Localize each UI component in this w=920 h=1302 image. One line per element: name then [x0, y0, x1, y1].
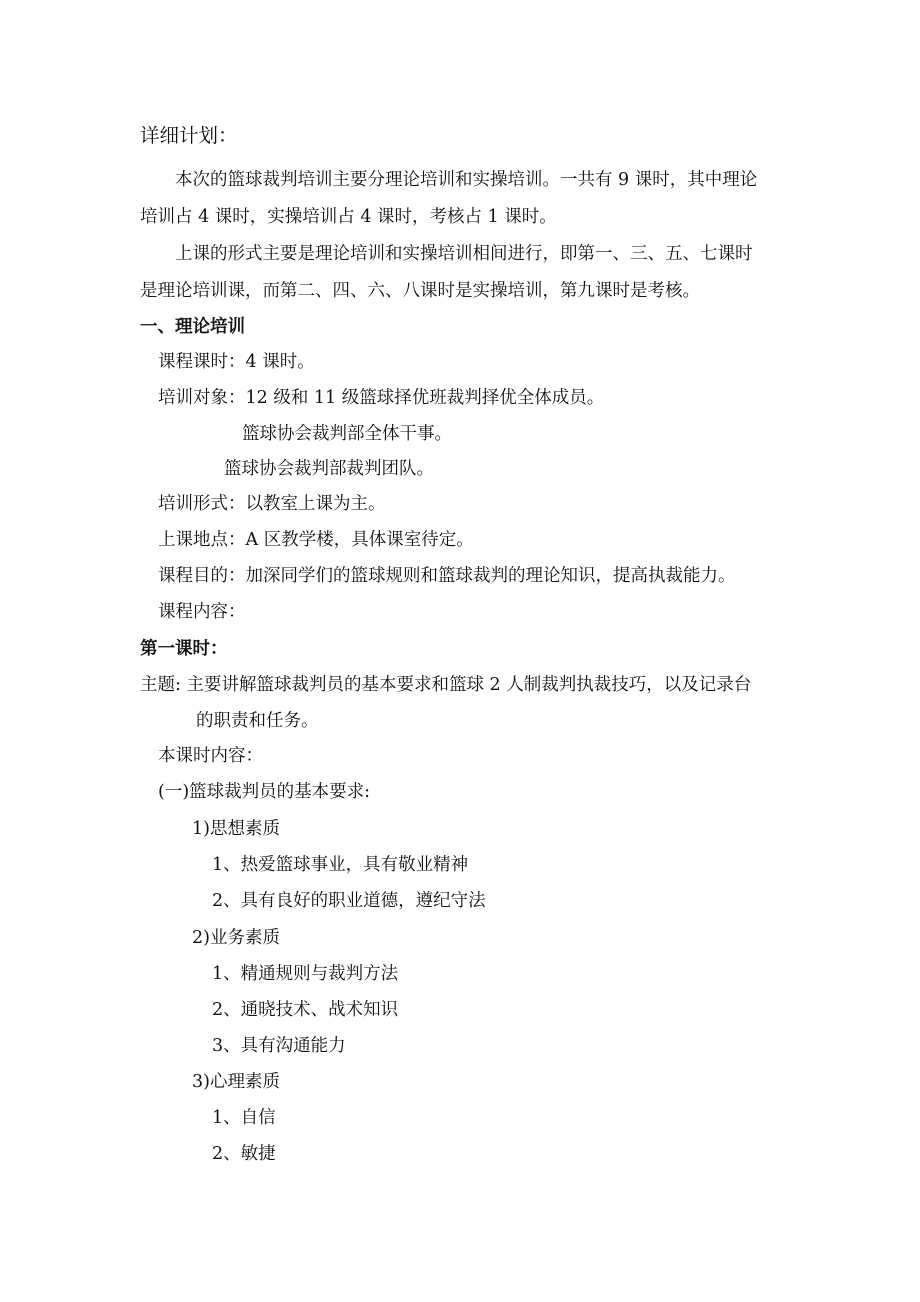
quality-item: 1、热爱篮球事业，具有敬业精神: [212, 855, 469, 875]
class-location: 上课地点：A 区教学楼，具体课室待定。: [158, 530, 474, 550]
quality-item: 2、通晓技术、战术知识: [212, 1000, 399, 1020]
quality-group-label: 1)思想素质: [192, 819, 280, 839]
intro-paragraph-1-line-1: 本次的篮球裁判培训主要分理论培训和实操培训。一共有 9 课时，其中理论: [175, 170, 758, 190]
quality-item: 2、敏捷: [212, 1144, 276, 1164]
section-heading-theory: 一、理论培训: [140, 317, 245, 337]
part-1-heading: (一)篮球裁判员的基本要求:: [158, 782, 371, 802]
quality-item: 1、精通规则与裁判方法: [212, 964, 399, 984]
quality-item: 2、具有良好的职业道德，遵纪守法: [212, 891, 486, 911]
lesson-1-heading: 第一课时：: [140, 639, 228, 659]
quality-group-label: 2)业务素质: [192, 928, 280, 948]
lesson-1-theme-line-1: 主题: 主要讲解篮球裁判员的基本要求和篮球 2 人制裁判执裁技巧，以及记录台: [140, 675, 752, 695]
quality-group-label: 3)心理素质: [192, 1072, 280, 1092]
quality-item: 3、具有沟通能力: [212, 1036, 346, 1056]
intro-paragraph-1-line-2: 培训占 4 课时，实操培训占 4 课时，考核占 1 课时。: [140, 207, 557, 227]
training-format: 培训形式：以教室上课为主。: [158, 494, 386, 514]
training-target-line-1: 培训对象：12 级和 11 级篮球择优班裁判择优全体成员。: [158, 388, 605, 408]
intro-paragraph-2-line-1: 上课的形式主要是理论培训和实操培训相间进行，即第一、三、五、七课时: [175, 244, 753, 264]
training-target-line-2: 篮球协会裁判部全体干事。: [242, 424, 452, 444]
lesson-1-theme-line-2: 的职责和任务。: [196, 711, 319, 731]
intro-paragraph-2-line-2: 是理论培训课，而第二、四、六、八课时是实操培训，第九课时是考核。: [140, 281, 700, 301]
quality-item: 1、自信: [212, 1108, 276, 1128]
page-title: 详细计划：: [140, 124, 238, 147]
training-target-line-3: 篮球协会裁判部裁判团队。: [224, 459, 434, 479]
course-purpose: 课程目的：加深同学们的篮球规则和篮球裁判的理论知识，提高执裁能力。: [158, 566, 736, 586]
course-hours: 课程课时：4 课时。: [158, 352, 315, 372]
lesson-content-label: 本课时内容：: [158, 746, 263, 766]
course-content-label: 课程内容：: [158, 602, 246, 622]
